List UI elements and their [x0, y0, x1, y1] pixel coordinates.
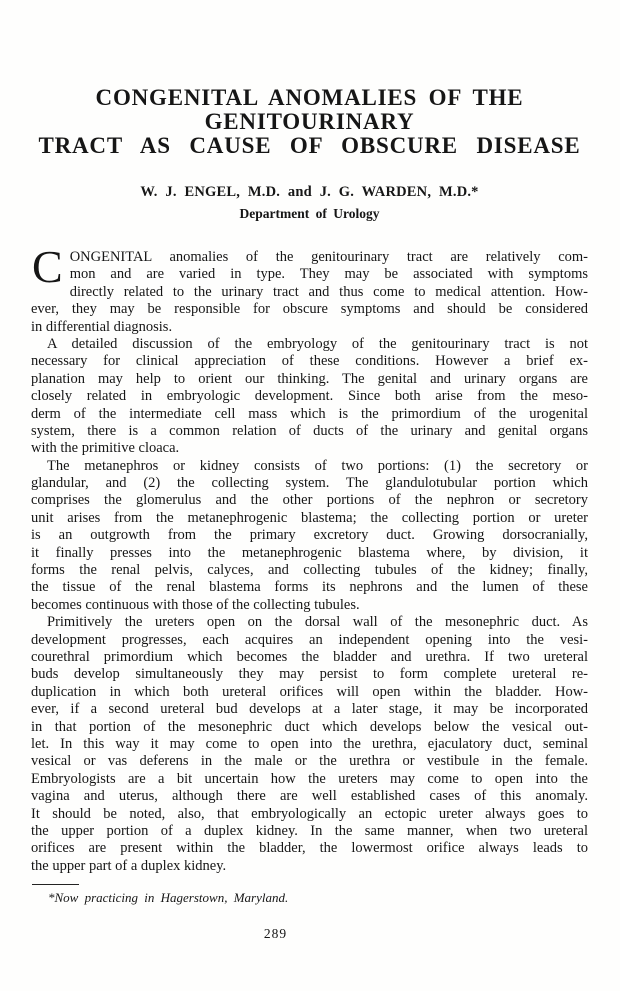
body-line: derm of the intermediate cell mass which is the primordium of the urogenital: [31, 405, 588, 422]
body-line: buds develop simultaneously they may persist to form complete ureteral re-: [31, 666, 588, 683]
department-line: Department of Urology: [239, 206, 380, 221]
body-line: unit arises from the metanephrogenic blastema; the collecting portion or ureter: [31, 509, 588, 526]
body-line: system, there is a common relation of ducts of the urinary and genital organs: [31, 422, 588, 439]
body-line: directly related to the urinary tract and thus come to medical attention. How-: [69, 283, 588, 300]
body-line: becomes continuous with those of the collecting tubules.: [31, 596, 360, 613]
body-line: planation may help to orient our thinking. The genital and urinary organs are: [31, 370, 588, 387]
body-line: is an outgrowth from the primary excretory duct. Growing dorsocranially,: [31, 527, 588, 544]
body-line: ever, if a second ureteral bud develops at a later stage, it may be incorporated: [31, 701, 588, 718]
body-line: comprises the glomerulus and the other portions of the nephron or secretory: [31, 492, 588, 509]
authors-byline: W. J. ENGEL, M.D. and J. G. WARDEN, M.D.*: [140, 184, 479, 200]
body-line: Primitively the ureters open on the dorsal wall of the mesonephric duct. As: [47, 614, 588, 631]
body-line: let. In this way it may come to open into the urethra, ejaculatory duct, seminal: [31, 735, 588, 752]
article-title-line1: CONGENITAL ANOMALIES OF THE GENITOURINARY: [95, 85, 524, 134]
body-line: forms the renal pelvis, calyces, and collecting tubules of the kidney; finally,: [31, 562, 588, 579]
body-line: It should be noted, also, that embryologically an ectopic ureter always goes to: [31, 805, 588, 822]
body-line: vesical or vas deferens in the male or the urethra or vestibule in the female.: [31, 753, 588, 770]
body-line: vagina and uterus, although there are well established cases of this anomaly.: [31, 788, 588, 805]
drop-cap: C: [32, 241, 63, 292]
footnote-rule: [32, 884, 79, 885]
article-body: [31, 241, 588, 875]
body-line: with the primitive cloaca.: [31, 440, 180, 457]
body-line: mon and are varied in type. They may be associated with symptoms: [69, 266, 588, 283]
body-line: Embryologists are a bit uncertain how the ureters may come to open into the: [31, 770, 588, 787]
body-line: courethral primordium which becomes the bladder and urethra. If two ureteral: [31, 648, 588, 665]
body-line: the upper part of a duplex kidney.: [31, 857, 227, 874]
paragraph: [31, 336, 588, 458]
article-title: [31, 86, 588, 158]
body-line: development progresses, each acquires an independent opening into the vesi-: [31, 631, 588, 648]
body-line: orifices are present within the bladder, the lowermost orifice always leads to: [31, 840, 588, 857]
footnote: *Now practicing in Hagerstown, Maryland.: [48, 890, 289, 906]
body-line: necessary for clinical appreciation of these conditions. However a brief ex-: [31, 353, 588, 370]
body-line: glandular, and (2) the collecting system. The glandulotubular portion which: [31, 475, 588, 492]
body-line: in differential diagnosis.: [31, 318, 173, 335]
body-line: ONGENITAL anomalies of the genitourinary tract are relatively com-: [69, 249, 588, 265]
body-line: duplication in which both ureteral orifices will open within the bladder. How-: [31, 683, 588, 700]
body-line: it finally presses into the metanephrogenic blastema where, by division, it: [31, 544, 588, 561]
article-title-line2: TRACT AS CAUSE OF OBSCURE DISEASE: [38, 133, 581, 158]
body-line: the upper portion of a duplex kidney. In the same manner, when two ureteral: [31, 822, 588, 839]
body-line: the tissue of the renal blastema forms its nephrons and the lumen of these: [31, 579, 588, 596]
body-line: The metanephros or kidney consists of two portions: (1) the secretory or: [47, 457, 588, 474]
paragraph: [31, 241, 588, 336]
body-line: in that portion of the mesonephric duct which develops below the vesical out-: [31, 718, 588, 735]
paragraph: [31, 614, 588, 875]
body-line: closely related in embryologic development. Since both arise from the meso-: [31, 388, 588, 405]
body-line: A detailed discussion of the embryology of the genitourinary tract is not: [47, 335, 588, 352]
paragraph: [31, 458, 588, 615]
page-number: 289: [263, 926, 288, 942]
body-line: ever, they may be responsible for obscure symptoms and should be considered: [31, 301, 588, 318]
